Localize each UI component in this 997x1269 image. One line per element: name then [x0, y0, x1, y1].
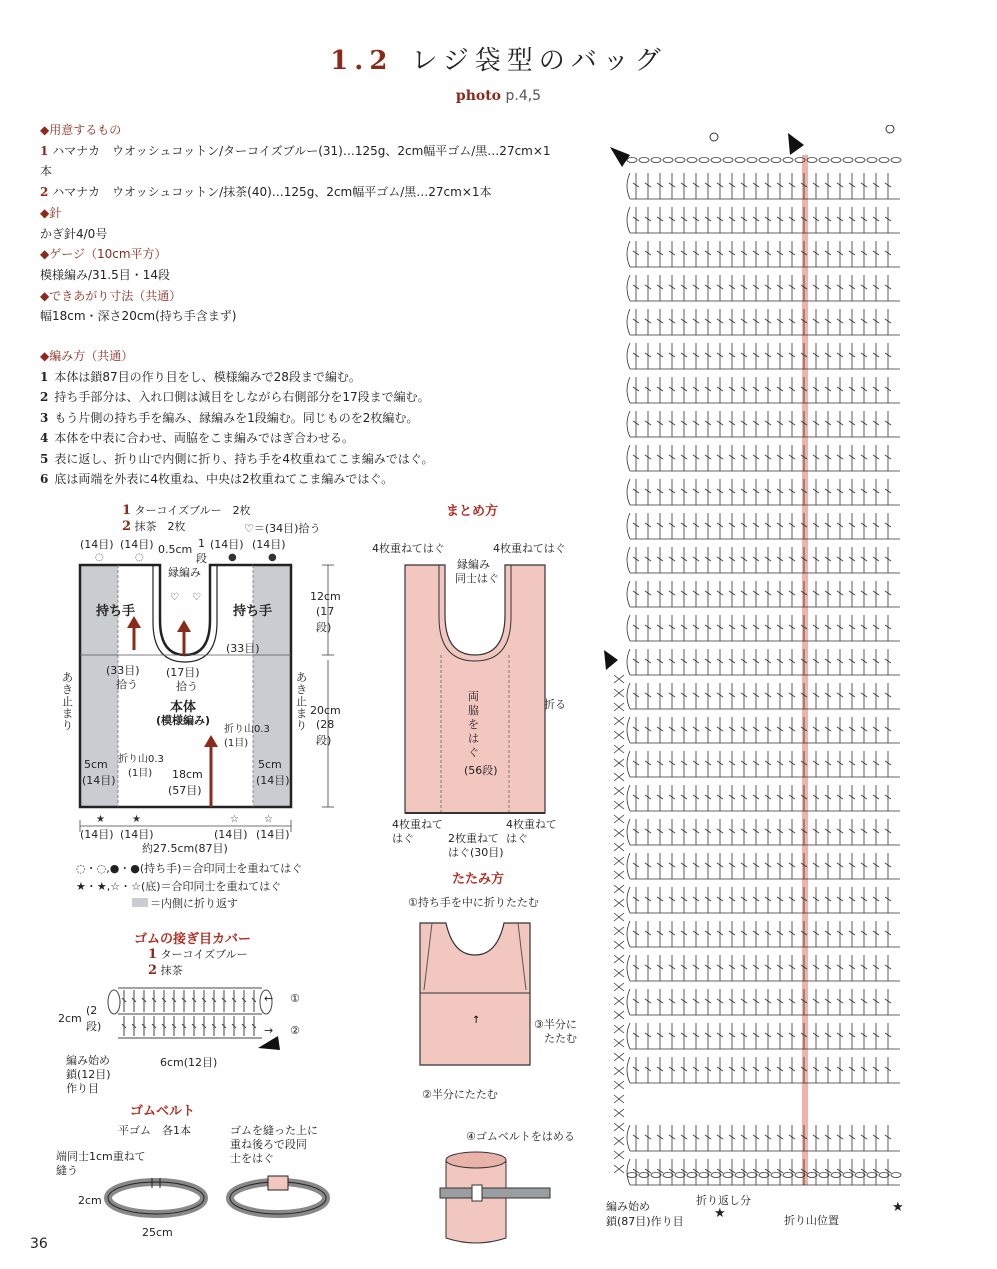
dim-top-14d: (14目) — [252, 538, 286, 551]
dim-top-14b: (14目) — [120, 538, 154, 551]
dim-12cm: 12cm — [310, 590, 341, 603]
chart-foldpos: 折り山位置 — [784, 1214, 839, 1227]
dim-top-dan: 段 — [196, 552, 207, 565]
schematic-color1: 1 ターコイズブルー 2枚 — [122, 503, 251, 518]
gomubelt-sub: 平ゴム 各1本 — [118, 1124, 191, 1137]
gomucover-row1: ① — [290, 992, 300, 1005]
matome-side-count: (56段) — [464, 764, 498, 777]
dim-5cm-left: 5cm — [84, 758, 108, 771]
title-text: レジ袋型のバッグ — [411, 46, 667, 76]
tatami-step3b: たたむ — [544, 1032, 577, 1045]
dim-28: (28 — [316, 718, 335, 731]
svg-text:↑: ↑ — [472, 1015, 481, 1026]
gomucover-start2: 鎖(12目) — [66, 1068, 111, 1081]
legend-gray-swatch — [132, 898, 148, 907]
step-4: 4 本体を中表に合わせ、両脇をこま編みではぎ合わせる。 — [40, 431, 355, 445]
dim-top-14c: (14目) — [210, 538, 244, 551]
photo-pages: p.4,5 — [505, 88, 542, 104]
schematic-color2: 2 抹茶 2枚 — [122, 519, 186, 534]
akidomari-left: あき止まり — [62, 671, 73, 732]
tatami-step1: ①持ち手を中に折りたたむ — [408, 896, 539, 909]
tatami-step2: ②半分にたたむ — [422, 1088, 498, 1101]
chart-turn: 折り返し分 — [696, 1194, 751, 1207]
svg-text:♡: ♡ — [170, 592, 179, 603]
matome-bl2: はぐ — [392, 832, 414, 845]
photo-reference — [0, 88, 997, 104]
tatami-step4: ④ゴムベルトをはめる — [466, 1130, 575, 1143]
matome-a: 4枚重ねてはぐ — [372, 542, 445, 555]
tatami-diagram — [412, 915, 542, 1075]
materials-heading: ◆用意するもの — [40, 123, 122, 137]
matome-edge1: 縁編み — [457, 558, 490, 571]
chart-star-right: ★ — [892, 1200, 904, 1215]
svg-text:●: ● — [228, 552, 237, 563]
needle-text: かぎ針4/0号 — [40, 226, 108, 241]
chart-star-left: ★ — [714, 1206, 726, 1221]
matome-br2: はぐ — [506, 832, 528, 845]
gomucover-h: 2cm — [58, 1012, 82, 1025]
dim-20cm: 20cm — [310, 704, 341, 717]
chart-start1: 編み始め — [606, 1200, 650, 1213]
page-number: 36 — [30, 1236, 48, 1252]
needle-heading: ◆針 — [40, 205, 62, 220]
dim-bot-14a: (14目) — [80, 828, 114, 841]
fold-right: 折り山0.3 — [224, 724, 270, 735]
dim-5cm-right: 5cm — [258, 758, 282, 771]
svg-text:☆: ☆ — [264, 814, 273, 825]
heart-note: ♡＝(34目)拾う — [244, 522, 321, 535]
gomubelt-title: ゴムベルト — [130, 1104, 196, 1119]
gomucover-start1: 編み始め — [66, 1054, 110, 1067]
page-title — [0, 40, 997, 77]
gomucover-color2: 2 抹茶 — [148, 963, 183, 978]
gomubelt-note2c: 士をはぐ — [230, 1152, 274, 1165]
matome-fold: 折る — [544, 698, 566, 711]
dim-bottom-total: 約27.5cm(87目) — [142, 842, 228, 855]
size-heading: ◆できあがり寸法（共通） — [40, 288, 182, 303]
gomucover-chart — [100, 978, 320, 1058]
body-label: 本体 — [170, 700, 197, 715]
svg-text:◌: ◌ — [95, 552, 104, 563]
step-6: 6 底は両端を外表に4枚重ね、中央は2枚重ねてこま編みではぐ。 — [40, 472, 394, 486]
chart-start2: 鎖(87目)作り目 — [606, 1215, 684, 1228]
dim-top-14a: (14目) — [80, 538, 114, 551]
dim-bot-14d: (14目) — [256, 828, 290, 841]
dim-14-left: (14目) — [82, 774, 116, 787]
material-item-1: 1 ハマナカ ウオッシュコットン/ターコイズブルー(31)…125g、2cm幅平ゴム/黒…27cm×1 — [40, 143, 551, 158]
gomucover-h2b: 段) — [86, 1020, 102, 1033]
gomubelt-note1b: 縫う — [56, 1164, 78, 1177]
gauge-heading: ◆ゲージ（10cm平方） — [40, 247, 167, 262]
legend-bottom: ★・★,☆・☆(底)＝合印同士を重ねてはぐ — [76, 880, 282, 893]
gomucover-title: ゴムの接ぎ目カバー — [134, 932, 252, 947]
svg-text:◌: ◌ — [135, 552, 144, 563]
svg-text:●: ● — [268, 552, 277, 563]
material-item-1-cont: 本 — [40, 164, 53, 179]
legend-handle: ◌・◌,●・●(持ち手)＝合印同士を重ねてはぐ — [76, 862, 303, 875]
akidomari-right: あき止まり — [296, 671, 307, 732]
matome-bl1: 4枚重ねて — [392, 818, 443, 831]
legend-fold: ＝内側に折り返す — [150, 897, 238, 910]
gomubelt-w: 25cm — [142, 1226, 173, 1239]
matome-b: 4枚重ねてはぐ — [493, 542, 566, 555]
gomubelt-note2a: ゴムを縫った上に — [230, 1124, 318, 1137]
pick-left: 拾う — [116, 678, 138, 691]
material-item-2: 2 ハマナカ ウオッシュコットン/抹茶(40)…125g、2cm幅平ゴム/黒…27cm×1本 — [40, 185, 492, 200]
dim-17b: 段) — [316, 621, 332, 634]
dim-top-1: 1 — [198, 537, 205, 550]
matome-side: 両脇をはぐ — [468, 690, 479, 759]
fold-line-highlight — [802, 155, 808, 1185]
arrow-row1: ← — [264, 992, 274, 1005]
svg-text:☆: ☆ — [230, 814, 239, 825]
handle-label-left: 持ち手 — [96, 604, 136, 619]
chart-markers — [604, 133, 804, 670]
fold-left-count: (1目) — [128, 768, 153, 779]
gauge-text: 模様編み/31.5目・14段 — [40, 267, 171, 282]
arrow-row2: → — [264, 1024, 274, 1037]
svg-text:♡: ♡ — [192, 592, 201, 603]
step-1: 1 本体は鎖87目の作り目をし、模様編みで28段まで編む。 — [40, 369, 361, 384]
count-17: (17目) — [166, 666, 200, 679]
gomubelt-note2b: 重ね後ろで段同 — [230, 1138, 307, 1151]
size-text: 幅18cm・深さ20cm(持ち手含まず) — [40, 309, 237, 324]
crochet-pattern-chart — [600, 125, 940, 1225]
matome-bm2: はぐ(30目) — [448, 846, 504, 859]
tatami-title: たたみ方 — [452, 872, 505, 887]
matome-title: まとめ方 — [446, 504, 499, 519]
gomubelt-note1a: 端同士1cm重ねて — [56, 1150, 146, 1163]
dim-14-right: (14目) — [256, 774, 290, 787]
count-33-left: (33目) — [106, 664, 140, 677]
rolled-bag-diagram — [436, 1142, 556, 1252]
title-number: 1.2 — [330, 46, 394, 76]
gomubelt-h: 2cm — [78, 1194, 102, 1207]
matome-br1: 4枚重ねて — [506, 818, 557, 831]
count-33-right: (33目) — [226, 642, 260, 655]
gomucover-start3: 作り目 — [66, 1082, 99, 1095]
edge-label: 縁編み — [168, 566, 201, 579]
gomucover-h2: (2 — [86, 1004, 98, 1017]
step-2: 2 持ち手部分は、入れ口側は減目をしながら右側部分を17段まで編む。 — [40, 390, 430, 404]
dim-28b: 段) — [316, 734, 332, 747]
bag-schematic — [60, 530, 360, 850]
fold-left: 折り山0.3 — [118, 754, 164, 765]
pick-center: 拾う — [176, 680, 198, 693]
pattern-label: (模様編み) — [156, 714, 211, 727]
dim-bot-14c: (14目) — [214, 828, 248, 841]
dim-top-05: 0.5cm — [158, 543, 193, 556]
gomucover-row2: ② — [290, 1024, 300, 1037]
tatami-step3a: ③半分に — [534, 1018, 577, 1031]
step-5: 5 表に返し、折り山で内側に折り、持ち手を4枚重ねてこま編みではぐ。 — [40, 451, 434, 466]
handle-label-right: 持ち手 — [233, 604, 273, 619]
dim-57: (57目) — [168, 784, 202, 797]
dim-18cm: 18cm — [172, 768, 203, 781]
method-heading: ◆編み方（共通） — [40, 349, 134, 363]
materials-section — [40, 120, 600, 327]
matome-bm1: 2枚重ねて — [448, 832, 499, 845]
method-section — [40, 346, 600, 490]
fold-right-count: (1目) — [224, 738, 249, 749]
gomucover-color1: 1 ターコイズブルー — [148, 947, 248, 962]
gomubelt-diagram — [100, 1168, 340, 1228]
dim-17: (17 — [316, 605, 335, 618]
photo-label: photo — [455, 88, 502, 104]
step-3: 3 もう片側の持ち手を編み、縁編みを1段編む。同じものを2枚編む。 — [40, 410, 419, 425]
svg-text:★: ★ — [96, 814, 105, 825]
matome-edge2: 同士はぐ — [455, 572, 499, 585]
dim-bot-14b: (14目) — [120, 828, 154, 841]
svg-text:★: ★ — [132, 814, 141, 825]
gomucover-w: 6cm(12目) — [160, 1056, 218, 1069]
